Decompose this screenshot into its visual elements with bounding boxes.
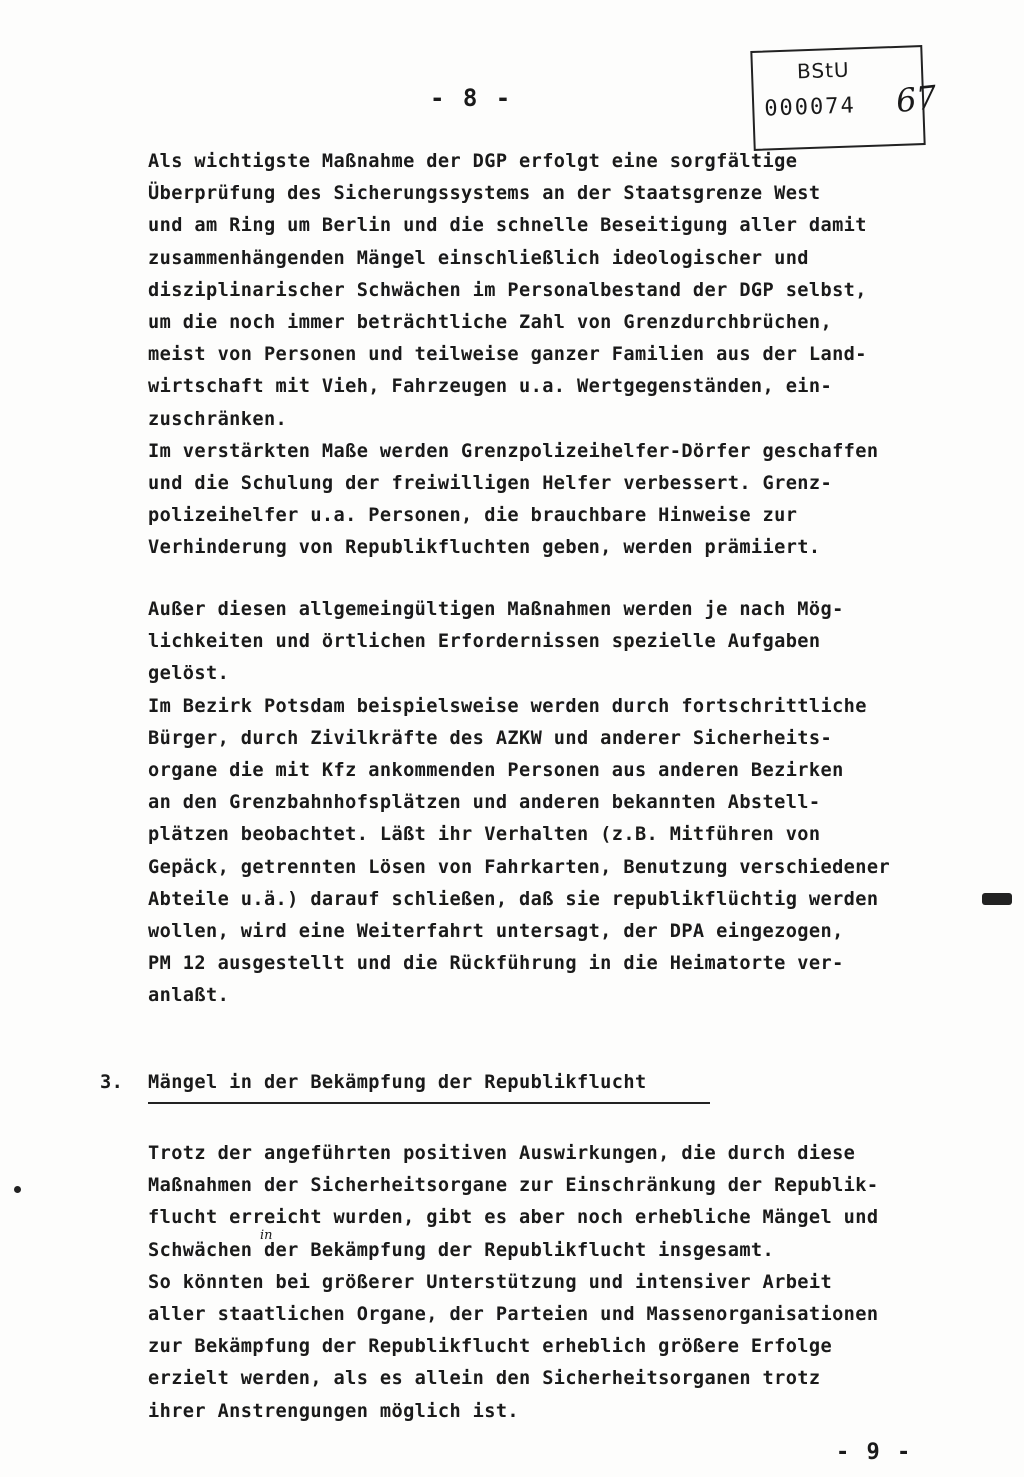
section-number: 3. <box>100 1072 124 1093</box>
section-heading <box>100 1072 647 1093</box>
stamp-number: 000074 <box>763 93 857 122</box>
page-number-top: - 8 - <box>430 84 513 112</box>
paragraph-special-tasks: Außer diesen allgemeingültigen Maßnahmen werden je nach Mög- lichkeiten und örtlichen Erfordernissen spezielle Aufgaben gelöst. Im Bezirk Potsdam beispielsweise werden durch fortschrittliche Bürger, durch Zivilkräfte des AZKW und anderer Sicherheits- organe die mit Kfz ankommenden Personen aus anderen Bezirken an den Grenzbahnhofsplätzen und anderen bekannten Abstell- plätzen beobachtet. Läßt ihr Verhalten (z.B. Mitführen von Gepäck, getrennten Lösen von Fahrkarten, Benutzung verschiedener Abteile u.ä.) darauf schließen, daß sie republikflüchtig werden wollen, wird eine Weiterfahrt untersagt, der DPA eingezogen, PM 12 ausgestellt und die Rückführung in die Heimatorte ver- anlaßt. <box>148 599 891 1007</box>
heading-underline <box>148 1102 710 1104</box>
section-title: Mängel in der Bekämpfung der Republikflucht <box>148 1072 647 1093</box>
paragraph-measures: Als wichtigste Maßnahme der DGP erfolgt eine sorgfältige Überprüfung des Sicherungssystems an der Staatsgrenze West und am Ring um Berlin und die schnelle Beseitigung aller damit zusammenhängenden Mängel einschließlich ideologischer und disziplinarischer Schwächen im Personalbestand der DGP selbst, um die noch immer beträchtliche Zahl von Grenzdurchbrüchen, meist von Personen und teilweise ganzer Familien aus der Land- wirtschaft mit Vieh, Fahrzeugen u.a. Wertgegenständen, ein- zuschränken. Im verstärkten Maße werden Grenzpolizeihelfer-Dörfer geschaffen und die Schulung der freiwilligen Helfer verbessert. Grenz- polizeihelfer u.a. Personen, die brauchbare Hinweise zur Verhinderung von Republikfluchten geben, werden prämiiert. <box>148 151 879 559</box>
ink-dot <box>14 1186 21 1193</box>
handwritten-insertion: in <box>260 1228 273 1243</box>
handwritten-page-number: 67 <box>894 77 939 121</box>
stamp-agency: BStU <box>796 57 850 84</box>
ink-smudge <box>982 893 1012 905</box>
paragraph-deficiencies: Trotz der angeführten positiven Auswirkungen, die durch diese Maßnahmen der Sicherheitsorgane zur Einschränkung der Republik- flucht erreicht wurden, gibt es aber noch erhebliche Mängel und Schwächen der Bekämpfung der Republikflucht insgesamt. So könnten bei größerer Unterstützung und intensiver Arbeit aller staatlichen Organe, der Parteien und Massenorganisationen zur Bekämpfung der Republikflucht erheblich größere Erfolge erzielt werden, als es allein den Sicherheitsorganen trotz ihrer Anstrengungen möglich ist. <box>148 1143 879 1422</box>
page-number-bottom: - 9 - <box>836 1440 913 1465</box>
